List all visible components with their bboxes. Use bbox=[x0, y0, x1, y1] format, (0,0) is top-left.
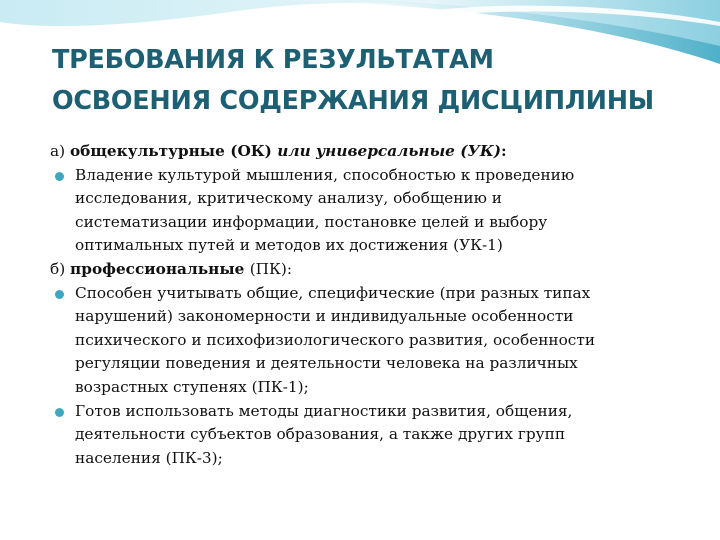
section-b-prefix: б) bbox=[50, 259, 71, 278]
section-b-bold-label: профессиональные bbox=[70, 259, 250, 278]
list-item-line: деятельности субъектов образования, а также других групп bbox=[75, 425, 566, 444]
slide-title bbox=[52, 40, 702, 122]
section-a-suffix: : bbox=[501, 142, 507, 160]
list-item-line: психического и психофизиологического развития, особенности bbox=[75, 330, 596, 349]
section-a-prefix: а) bbox=[50, 142, 70, 160]
section-a-heading bbox=[50, 140, 710, 164]
bullet-dot-icon bbox=[55, 408, 64, 417]
list-item-line: систематизации информации, постановке целей и выбору bbox=[75, 212, 548, 231]
list-item-line: нарушений) закономерности и индивидуальные особенности bbox=[75, 307, 574, 326]
slide-title-line-1: ТРЕБОВАНИЯ К РЕЗУЛЬТАТАМ bbox=[52, 45, 494, 75]
bullet-dot-icon bbox=[55, 290, 64, 299]
list-item bbox=[50, 164, 710, 258]
list-item-line: возрастных ступенях (ПК-1); bbox=[75, 377, 309, 396]
list-item-line: населения (ПК-3); bbox=[75, 448, 223, 467]
section-a-bold-label: общекультурные (ОК) bbox=[69, 142, 278, 160]
list-item bbox=[50, 400, 710, 471]
section-b-heading bbox=[50, 258, 710, 282]
list-item-line: Владение культурой мышления, способностью к проведению bbox=[75, 165, 575, 184]
slide-title-line-2: ОСВОЕНИЯ СОДЕРЖАНИЯ ДИСЦИПЛИНЫ bbox=[52, 86, 654, 116]
section-b-suffix: (ПК): bbox=[249, 259, 292, 278]
section-a-italic-label: или универсальные (УК) bbox=[277, 142, 502, 160]
list-item-line: исследования, критическому анализу, обобщению и bbox=[75, 189, 502, 208]
slide-body bbox=[50, 140, 710, 470]
list-item-line: оптимальных путей и методов их достижения (УК-1) bbox=[75, 236, 503, 255]
list-item-line: Готов использовать методы диагностики развития, общения, bbox=[75, 401, 573, 420]
bullet-dot-icon bbox=[55, 172, 64, 181]
list-item-line: Способен учитывать общие, специфические (при разных типах bbox=[75, 283, 591, 302]
list-item bbox=[50, 282, 710, 400]
list-item-line: регуляции поведения и деятельности человека на различных bbox=[75, 354, 578, 373]
